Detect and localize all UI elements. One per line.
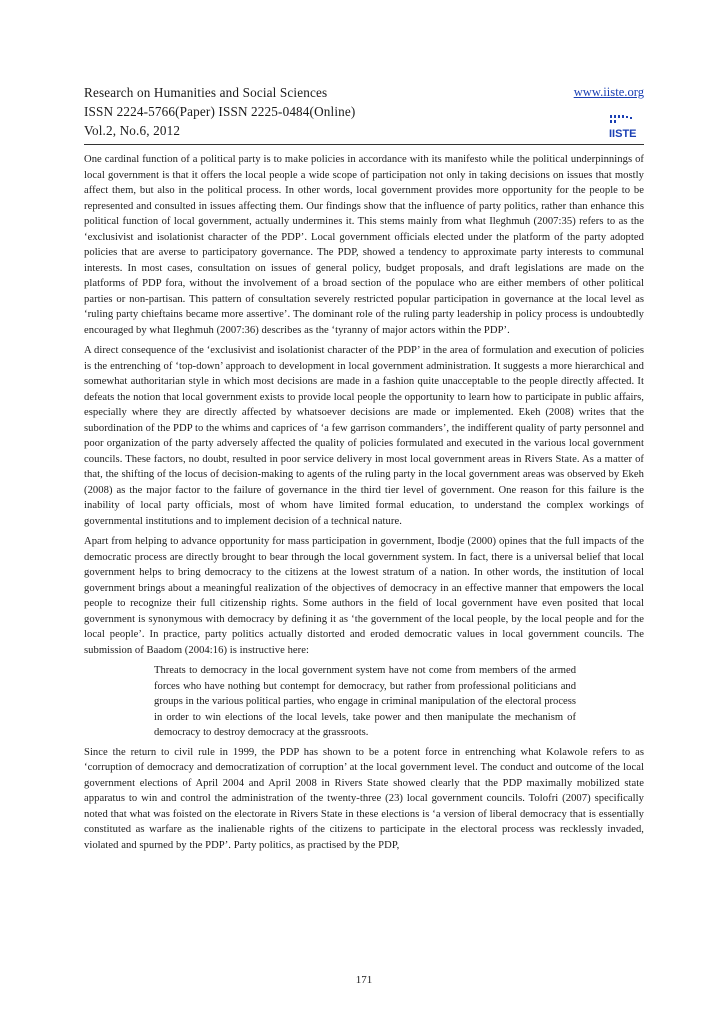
issn-line: ISSN 2224-5766(Paper) ISSN 2225-0484(Online) <box>84 104 356 119</box>
page-header <box>84 83 644 140</box>
header-divider <box>84 144 644 145</box>
paragraph-1: One cardinal function of a political party is to make policies in accordance with its manifesto while the political underpinnings of local government is that it offers the local people a wide scope of participation not only in taking decisions on issues that mostly affect them, but also in the political process. In other words, local government provides more opportunity for the people to be represented and consulted in issues affecting them. Our findings show that the influence of party politics, rather than enhance this political function of local government, actually undermines it. This stems mainly from what Ileghmuh (2007:35) refers to as the ‘exclusivist and isolationist character of the PDP’. Local government officials elected under the platform of the party adopted policies that are averse to participatory governance. The PDP, showed a tendency to approximate party interests to communal interests. In most cases, consultation on issues of general policy, budget proposals, and draft legislations are made on the platforms of PDP fora, without the involvement of a broad section of the populace who are either members of other political parties or non-partisan. This pattern of consultation severely restricted popular participation in governance at the local level as ‘ruling party chieftains became more assertive’. The dominant role of the ruling party leadership in policy process is undoubtedly encouraged by what Ileghmuh (2007:36) describes as the ‘tyranny of major actors within the PDP’. <box>84 154 644 336</box>
logo-text: IISTE <box>609 128 637 139</box>
paragraph-4: Since the return to civil rule in 1999, the PDP has shown to be a potent force in entrenching what Kolawole refers to as ‘corruption of democracy and democratization of corruption’ at the local government level. The conduct and outcome of the local government elections of April 2004 and April 2008 in Rivers State showed clearly that the PDP maximally mobilized state apparatus to win and control the administration of the twenty-three (23) local government councils. Tolofri (2007) specifically noted that what was foisted on the electorate in Rivers State in these elections is ‘a version of liberal democracy that is essentially constituted as warfare as the inalienable rights of the citizens to participate in the electoral process was recklessly invaded, violated and spurned by the PDP’. Party politics, as practised by the PDP, <box>84 746 644 851</box>
iiste-logo <box>608 112 638 139</box>
paragraph-2: A direct consequence of the ‘exclusivist and isolationist character of the PDP’ in the area of formulation and execution of policies is the entrenching of ‘top-down’ approach to development in local government administration. It suggests a more hierarchical and somewhat authoritarian style in which most decisions are made in a fashion quite unacceptable to the people directly affected. It defeats the notion that local government exists to provide local people the opportunity to learn how to participate in public affairs, especially where they are directly affected by whatsoever decisions are made or implemented. Ekeh (2008) writes that the subordination of the PDP to the whims and caprices of ‘a few garrison commanders’, the indifferent quality of party personnel and poor organization of the party adversely affected the quality of policies formulated and executed in the various local government councils. These factors, no doubt, resulted in poor service delivery in most local government areas in Rivers State. As a matter of that, the shifting of the locus of decision-making to agents of the ruling party in the local government areas was observed by Ekeh (2008) as the major factor to the failure of governance in the third tier level of government. One reason for this failure is the inability of local party officials, most of whom have limited formal education, to understand the complex workings of governmental institutions and to implement decision of a technical nature. <box>84 345 644 527</box>
block-quote: Threats to democracy in the local government system have not come from members of the armed forces who have nothing but contempt for democracy, but rather from professional politicians and groups in the various political parties, who engage in criminal manipulation of the electoral process in order to win elections of the local levels, take power and then manipulate the mechanism of democracy to destroy democracy at the grassroots. <box>154 665 576 738</box>
paragraph-3: Apart from helping to advance opportunity for mass participation in government, Ibodje (2000) opines that the full impacts of the democratic process are directly brought to bear through the local government system. In fact, there is a universal belief that local government helps to bring democracy to the citizens at the lowest stratum of a nation. In other words, the institution of local government brings about a meaningful realization of the objectives of democracy in an effective manner that empowers the local people to recognize their full citizenship rights. Some authors in the field of local government have even posited that local government is synonymous with democracy by defining it as ‘the government of the local people, by the local people and for the local people’. In practice, party politics actually distorted and eroded democratic values in local government councils. The submission of Baadom (2004:16) is instructive here: <box>84 536 644 656</box>
volume-line: Vol.2, No.6, 2012 <box>84 123 181 138</box>
journal-title: Research on Humanities and Social Sciences <box>84 85 328 100</box>
article-body <box>84 152 644 858</box>
page-number: 171 <box>355 974 373 986</box>
journal-url-link[interactable]: www.iiste.org <box>573 85 644 99</box>
